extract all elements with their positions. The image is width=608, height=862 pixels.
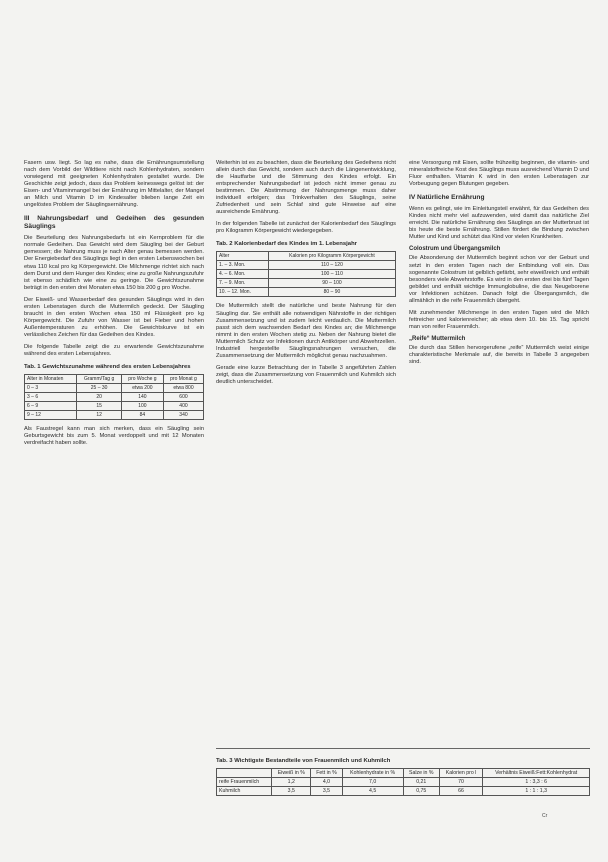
table-cell: 400	[163, 402, 203, 411]
paragraph: In der folgenden Tabelle ist zunächst der Kalorienbedarf des Säuglings pro Kilogramm Körpergewicht wiedergegeben.	[216, 221, 396, 235]
column-left	[24, 160, 204, 452]
table-cell: 7. – 9. Mon.	[217, 279, 269, 288]
table-cell: 4,0	[311, 778, 342, 787]
table-cell: etwa 800	[163, 384, 203, 393]
table-header-cell: Kohlenhydrate in %	[342, 769, 403, 778]
table-row	[25, 393, 204, 402]
paragraph: Die Absonderung der Muttermilch beginnt schon vor der Geburt und setzt in den ersten Tagen nach der Entbindung voll ein. Das sogenannte Colostrum ist gelblich gefärbt, sehr eiweißreich und enthält besonders viele Abwehrstoffe. Es wird in den ersten drei bis fünf Tagen gebildet und enthält wichtige Immunglobuline, die das Neugeborene vor Infektionen schützen. Danach folgt die Übergangsmilch, die allmählich in die reife Frauenmilch übergeht.	[409, 255, 589, 304]
paragraph: Gerade eine kurze Betrachtung der in Tabelle 3 angeführten Zahlen zeigt, dass die Zusammensetzung von Frauenmilch und Kuhmilch sich deutlich unterscheidet.	[216, 364, 396, 385]
table-cell: reife Frauenmilch	[217, 778, 272, 787]
table-cell: 140	[121, 393, 163, 402]
table-cell: 0,75	[403, 787, 439, 796]
table-header-cell: Gramm/Tag g	[77, 375, 122, 384]
section-heading: III Nahrungsbedarf und Gedeihen des gesunden Säuglings	[24, 215, 204, 231]
table-cell: 25 – 30	[77, 384, 122, 393]
weight-gain-table	[24, 374, 204, 420]
table-row	[25, 384, 204, 393]
table-cell: 1. – 3. Mon.	[217, 261, 269, 270]
paragraph: Mit zunehmender Milchmenge in den ersten Tagen wird die Milch fettreicher und kalorienreicher; ab etwa dem 10. bis 15. Tag spricht man von reifer Frauenmilch.	[409, 309, 589, 330]
column-right	[409, 160, 589, 371]
table-cell: 10. – 12. Mon.	[217, 288, 269, 297]
table-header-cell: Verhältnis Eiweiß:Fett:Kohlenhydrat	[483, 769, 590, 778]
paragraph: Wenn es gelingt, wie im Einleitungsteil erwähnt, für das Gedeihen des Kindes nicht mehr viel aufzuwenden, wird damit das natürliche Ziel erreicht. Die natürliche Ernährung des Säuglings an der Mutterbrust ist bis heute die beste Ernährung. Stillen fördert die Bindung zwischen Mutter und Kind und schützt das Kind vor vielen Krankheiten.	[409, 206, 589, 241]
table-header-cell: Alter	[217, 252, 269, 261]
table-cell: 15	[77, 402, 122, 411]
paragraph: Die folgende Tabelle zeigt die zu erwartende Gewichtszunahme während des ersten Lebensjahres.	[24, 343, 204, 358]
subsection-heading: „Reife“ Muttermilch	[409, 335, 466, 342]
table-cell: 7,0	[342, 778, 403, 787]
table-cell: 100 – 110	[268, 270, 395, 279]
table-cell: 4,5	[342, 787, 403, 796]
table-cell: 12	[77, 411, 122, 420]
table-cell: 66	[439, 787, 483, 796]
table-cell: 9 – 12	[25, 411, 77, 420]
table-header-row	[217, 252, 396, 261]
table-cell: 6 – 9	[25, 402, 77, 411]
section-heading: IV Natürliche Ernährung	[409, 194, 485, 202]
paragraph: Weiterhin ist es zu beachten, dass die Beurteilung des Gedeihens nicht allein durch das Gewicht, sondern auch durch die Längenentwicklung, die Hautfarbe und die Stimmung des Kindes erfolgt. Ein entsprechender Nahrungsbedarf ist jedoch nicht immer genau zu bestimmen. Die Abstimmung der Nahrungsmenge muss daher individuell erfolgen; das Trinkverhalten des Säuglings, seine Zufriedenheit und sein Schlaf sind gute Hinweise auf eine ausreichende Ernährung.	[216, 160, 396, 216]
table-row	[217, 778, 590, 787]
table-row	[217, 261, 396, 270]
table-row	[25, 402, 204, 411]
table-cell: 84	[121, 411, 163, 420]
paragraph: Fasern usw. liegt. So lag es nahe, dass die Ernährungsumstellung nach dem Vorbild der Wildtiere nicht nach Kohlenhydraten, sondern vorwiegend mit geeigneten Kohlenhydraten gestaltet wurde. Die Geschichte zeigt jedoch, dass das Problem keineswegs gelöst ist: der Eisen- und Vitaminmangel bei der Ernährung im Mittelalter, der Mangel an Milch und Vitamin D im Kindesalter blieben lange Zeit ein ungelöstes Problem der Säuglingsernährung.	[24, 160, 204, 209]
table-cell: etwa 200	[121, 384, 163, 393]
table-cell: 110 – 120	[268, 261, 395, 270]
table-header-cell: Salze in %	[403, 769, 439, 778]
table-row	[217, 270, 396, 279]
table-cell: 80 – 90	[268, 288, 395, 297]
table-row	[25, 411, 204, 420]
table-cell: 1,2	[272, 778, 311, 787]
table-header-cell	[217, 769, 272, 778]
table-row	[217, 787, 590, 796]
corner-stamp: Cr	[542, 813, 548, 819]
milk-composition-table-block	[216, 752, 590, 796]
table-header-cell: pro Woche g	[121, 375, 163, 384]
paragraph: Die durch das Stillen hervorgerufene „reife“ Muttermilch weist einige charakteristische Merkmale auf, die bereits in Tabelle 3 angegeben sind.	[409, 344, 589, 366]
paragraph: Als Faustregel kann man sich merken, dass ein Säugling sein Geburtsgewicht bis zum 5. Monat verdoppelt und mit 12 Monaten verdreifacht haben sollte.	[24, 426, 204, 447]
table-cell: 1 : 3,3 : 6	[483, 778, 590, 787]
table-cell: 20	[77, 393, 122, 402]
table-header-cell: Kalorien pro l	[439, 769, 483, 778]
table-cell: 340	[163, 411, 203, 420]
table-header-cell: pro Monat g	[163, 375, 203, 384]
table-cell: 70	[439, 778, 483, 787]
subsection-heading: Colostrum und Übergangsmilch	[409, 246, 501, 253]
table-cell: 0 – 3	[25, 384, 77, 393]
paragraph: eine Versorgung mit Eisen, sollte frühzeitig beginnen, die vitamin- und mineralstoffreiche Kost des Säuglings muss ausreichend Vitamin D und Fluor enthalten. Vitamin K wird in den ersten Lebenstagen zur Vorbeugung gegen Blutungen gegeben.	[409, 160, 589, 188]
table-caption: Tab. 2 Kalorienbedarf des Kindes im 1. Lebensjahr	[216, 241, 357, 248]
table-cell: 90 – 100	[268, 279, 395, 288]
paragraph: Die Muttermilch stellt die natürliche und beste Nahrung für den Säugling dar. Sie enthält alle notwendigen Nährstoffe in der richtigen Zusammensetzung und ist zudem leicht verdaulich. Die Muttermilch passt sich dem wachsenden Bedarf des Kindes an; die Milchmenge nimmt in den ersten Wochen stetig zu. Neben der Nahrung bietet die Muttermilch Schutz vor Infektionen durch Antikörper und Abwehrzellen. Industriell hergestellte Säuglingsnahrungen versuchen, die Zusammensetzung der Muttermilch möglichst genau nachzuahmen.	[216, 303, 396, 359]
table-cell: 0,21	[403, 778, 439, 787]
table-caption: Tab. 3 Wichtigste Bestandteile von Frauenmilch und Kuhmilch	[216, 758, 391, 764]
table-header-row	[25, 375, 204, 384]
table-cell: 3 – 6	[25, 393, 77, 402]
table-cell: 3,5	[311, 787, 342, 796]
calorie-table	[216, 251, 396, 297]
table-row	[217, 279, 396, 288]
table-caption: Tab. 1 Gewichtszunahme während des ersten Lebensjahres	[24, 364, 191, 371]
column-middle	[216, 160, 396, 391]
paragraph: Die Beurteilung des Nahrungsbedarfs ist ein Kernproblem für die normale Gedeihen. Das Gewicht wird dem Säugling bei der Geburt gemessen; die Nahrung muss je nach Alter genau bemessen werden. Der Energiebedarf des Säuglings liegt in den ersten Lebenswochen bei etwa 110 kcal pro kg Körpergewicht. Die Milchmenge richtet sich nach dem Durst und dem Hunger des Kindes; eine zu große Nahrungszufuhr ist ebenso schädlich wie eine zu geringe. Die Gewichtszunahme beträgt in den ersten drei Monaten etwa 150 bis 200 g pro Woche.	[24, 235, 204, 291]
table-header-row	[217, 769, 590, 778]
table-header-cell: Kalorien pro Kilogramm Körpergewicht	[268, 252, 395, 261]
divider	[216, 748, 590, 749]
table-cell: 600	[163, 393, 203, 402]
table-cell: 1 : 1 : 1,3	[483, 787, 590, 796]
table-cell: 3,5	[272, 787, 311, 796]
milk-composition-table	[216, 768, 590, 796]
table-cell: 100	[121, 402, 163, 411]
table-header-cell: Eiweiß in %	[272, 769, 311, 778]
paragraph: Der Eiweiß- und Wasserbedarf des gesunden Säuglings wird in den ersten Lebenstagen durch die Muttermilch gedeckt. Der Säugling braucht in den ersten Wochen etwa 150 ml Flüssigkeit pro kg Körpergewicht. Die Zufuhr von Wasser ist bei Fieber und hohen Außentemperaturen zu erhöhen. Die Gewichtskurve ist ein verlässliches Zeichen für das Gedeihen des Kindes.	[24, 296, 204, 338]
table-row	[217, 288, 396, 297]
table-header-cell: Fett in %	[311, 769, 342, 778]
table-header-cell: Alter in Monaten	[25, 375, 77, 384]
table-cell: 4. – 6. Mon.	[217, 270, 269, 279]
table-cell: Kuhmilch	[217, 787, 272, 796]
